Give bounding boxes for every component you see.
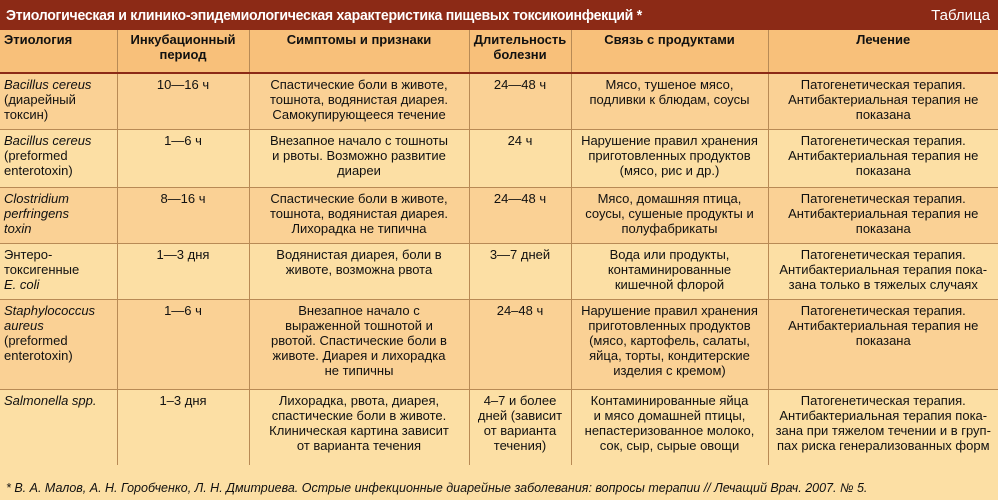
col-treatment: Лечение bbox=[768, 30, 998, 73]
cell-foods: Контаминированные яйца и мясо домашней птицы, непастеризованное молоко, сок, сыр, сырые овощи bbox=[571, 389, 768, 465]
cell-symptoms: Спастические боли в животе, тошнота, водянистая диарея. Лихорадка не типична bbox=[249, 187, 469, 243]
data-table bbox=[0, 30, 998, 465]
table-row bbox=[0, 299, 998, 389]
etiology-tail-italic: E. coli bbox=[4, 276, 40, 292]
table-tag: Таблица bbox=[931, 6, 990, 24]
cell-etiology bbox=[0, 129, 117, 187]
table-row bbox=[0, 243, 998, 299]
cell-treatment: Патогенетическая терапия. Антибактериальная терапия не показана bbox=[768, 129, 998, 187]
cell-incubation: 1–3 дня bbox=[117, 389, 249, 465]
cell-duration: 24 ч bbox=[469, 129, 571, 187]
col-incubation: Инкубационный период bbox=[117, 30, 249, 73]
cell-duration: 24—48 ч bbox=[469, 187, 571, 243]
col-symptoms: Симптомы и признаки bbox=[249, 30, 469, 73]
title-bar bbox=[0, 0, 998, 30]
cell-foods: Мясо, домашняя птица, соусы, сушеные продукты и полуфабрикаты bbox=[571, 187, 768, 243]
cell-foods: Нарушение правил хранения приготовленных продуктов (мясо, рис и др.) bbox=[571, 129, 768, 187]
cell-treatment: Патогенетическая терапия. Антибактериальная терапия пока- зана при тяжелом течении и в груп- пах риска генерализованных форм bbox=[768, 389, 998, 465]
etiology-rest: (preformed enterotoxin) bbox=[4, 332, 73, 363]
cell-incubation: 1—6 ч bbox=[117, 129, 249, 187]
cell-incubation: 10—16 ч bbox=[117, 73, 249, 129]
cell-treatment: Патогенетическая терапия. Антибактериальная терапия не показана bbox=[768, 73, 998, 129]
cell-foods: Мясо, тушеное мясо, подливки к блюдам, соусы bbox=[571, 73, 768, 129]
cell-duration: 24—48 ч bbox=[469, 73, 571, 129]
cell-treatment: Патогенетическая терапия. Антибактериальная терапия пока- зана только в тяжелых случаях bbox=[768, 243, 998, 299]
cell-duration: 4–7 и более дней (зависит от варианта течения) bbox=[469, 389, 571, 465]
cell-foods: Нарушение правил хранения приготовленных продуктов (мясо, картофель, салаты, яйца, торты, кондитерские изделия с кремом) bbox=[571, 299, 768, 389]
table-row bbox=[0, 73, 998, 129]
etiology-italic: Bacillus cereus bbox=[4, 77, 92, 92]
cell-incubation: 1—3 дня bbox=[117, 243, 249, 299]
col-foods: Связь с продуктами bbox=[571, 30, 768, 73]
cell-incubation: 1—6 ч bbox=[117, 299, 249, 389]
etiology-italic: Bacillus cereus bbox=[4, 132, 92, 148]
cell-symptoms: Внезапное начало с тошноты и рвоты. Возможно развитие диареи bbox=[249, 129, 469, 187]
cell-etiology bbox=[0, 243, 117, 299]
cell-etiology bbox=[0, 187, 117, 243]
cell-foods: Вода или продукты, контаминированные кишечной флорой bbox=[571, 243, 768, 299]
footnote: * В. А. Малов, А. Н. Горобченко, Л. Н. Дмитриева. Острые инфекционные диарейные заболевания: вопросы терапии // Лечащий Врач. 2007. № 5. bbox=[6, 481, 868, 495]
etiology-italic: Staphylococcus aureus bbox=[4, 302, 96, 333]
cell-symptoms: Водянистая диарея, боли в животе, возможна рвота bbox=[249, 243, 469, 299]
header-row bbox=[0, 30, 998, 73]
cell-symptoms: Спастические боли в животе, тошнота, водянистая диарея. Самокупирующееся течение bbox=[249, 73, 469, 129]
cell-etiology bbox=[0, 73, 117, 129]
cell-duration: 3—7 дней bbox=[469, 243, 571, 299]
cell-duration: 24–48 ч bbox=[469, 299, 571, 389]
cell-treatment: Патогенетическая терапия. Антибактериальная терапия не показана bbox=[768, 187, 998, 243]
col-etiology: Этиология bbox=[0, 30, 117, 73]
table-title: Этиологическая и клинико-эпидемиологическая характеристика пищевых токсикоинфекций * bbox=[6, 6, 642, 24]
cell-incubation: 8—16 ч bbox=[117, 187, 249, 243]
table-row bbox=[0, 187, 998, 243]
table-row bbox=[0, 389, 998, 465]
etiology-italic: Clostridium perfringens toxin bbox=[4, 190, 70, 236]
cell-symptoms: Лихорадка, рвота, диарея, спастические боли в животе. Клиническая картина зависит от варианта течения bbox=[249, 389, 469, 465]
etiology-rest: (диарейный токсин) bbox=[4, 92, 76, 122]
cell-treatment: Патогенетическая терапия. Антибактериальная терапия не показана bbox=[768, 299, 998, 389]
cell-etiology bbox=[0, 389, 117, 465]
table-row bbox=[0, 129, 998, 187]
etiology-rest: (preformed enterotoxin) bbox=[4, 147, 73, 178]
col-duration: Длительность болезни bbox=[469, 30, 571, 73]
etiology-rest: Энтеро- токсигенные bbox=[4, 246, 80, 277]
cell-symptoms: Внезапное начало с выраженной тошнотой и рвотой. Спастические боли в животе. Диарея и лихорадка не типичны bbox=[249, 299, 469, 389]
etiology-italic: Salmonella spp. bbox=[4, 392, 97, 408]
cell-etiology bbox=[0, 299, 117, 389]
